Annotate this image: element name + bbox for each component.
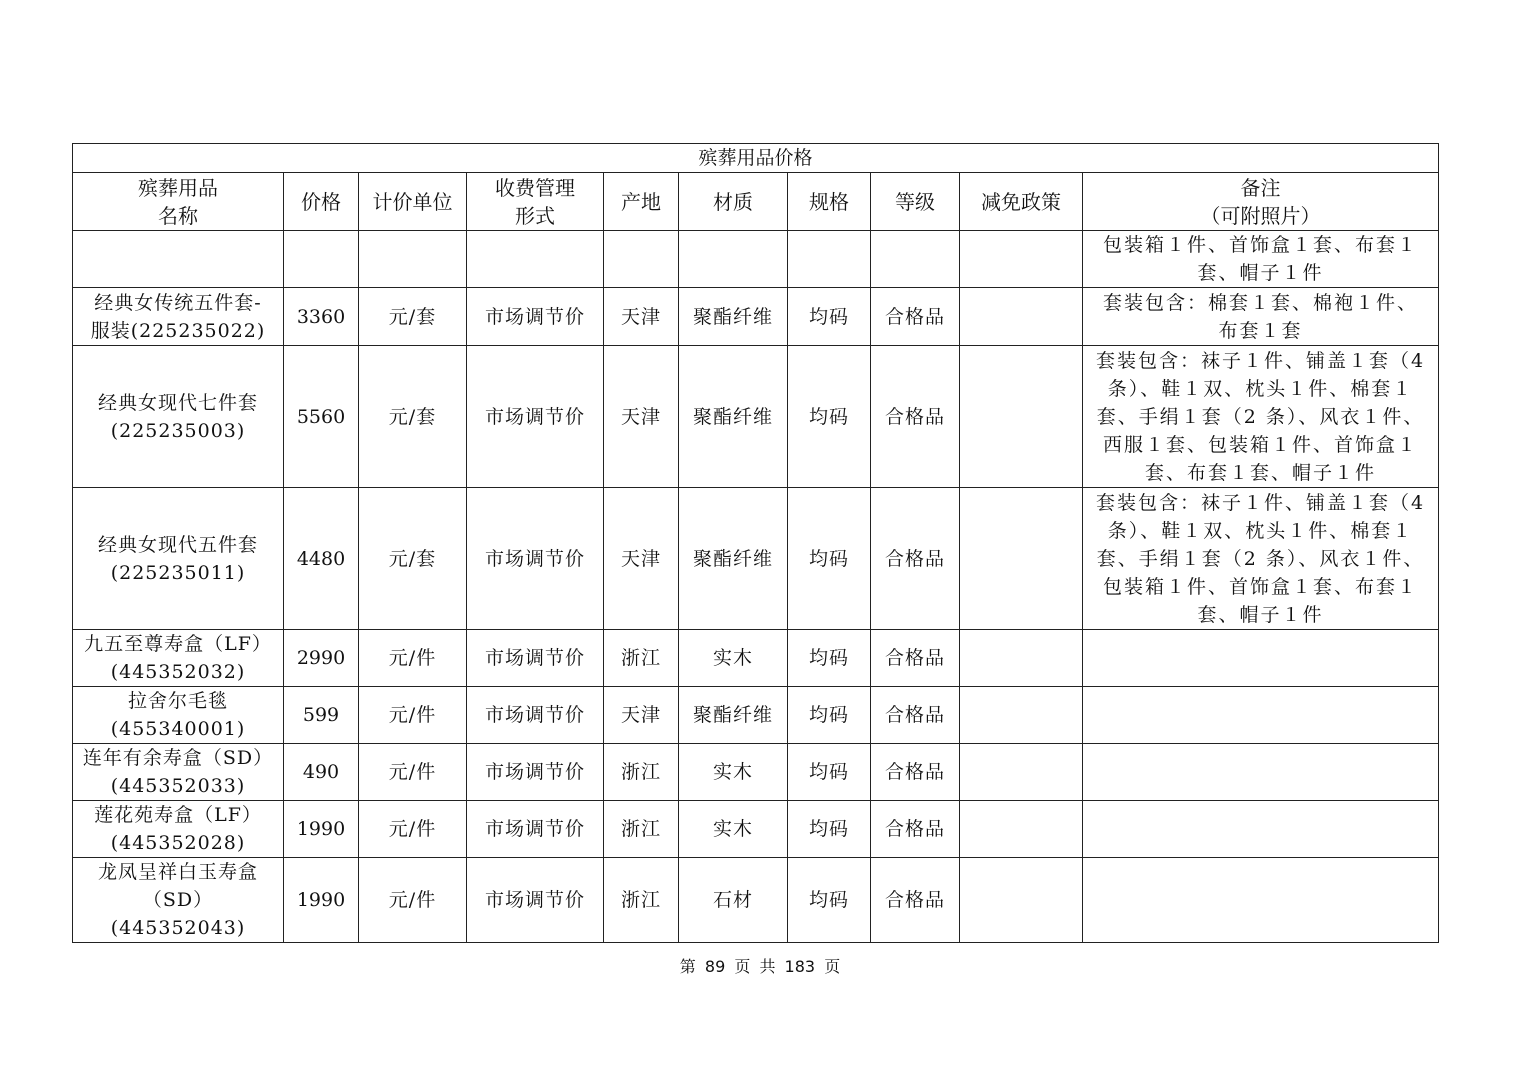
cell-spec (788, 231, 871, 288)
cell-material: 实木 (679, 744, 788, 801)
cell-form: 市场调节价 (467, 687, 604, 744)
cell-form: 市场调节价 (467, 858, 604, 943)
footer-page-number: 89 (704, 957, 726, 976)
cell-notes (1083, 801, 1439, 858)
table-row (73, 858, 1439, 943)
cell-price: 599 (284, 687, 359, 744)
table-row (73, 744, 1439, 801)
header-spec: 规格 (788, 173, 871, 231)
cell-price: 4480 (284, 488, 359, 630)
cell-form: 市场调节价 (467, 288, 604, 346)
cell-grade: 合格品 (871, 288, 960, 346)
cell-name: 龙凤呈祥白玉寿盒 （SD）(445352043) (73, 858, 284, 943)
table-caption-row (73, 144, 1439, 173)
funeral-supplies-price-table (72, 143, 1439, 943)
cell-notes: 套装包含：棉套１套、棉袍１件、 布套１套 (1083, 288, 1439, 346)
cell-name: 连年有余寿盒（SD） (445352033) (73, 744, 284, 801)
cell-spec: 均码 (788, 630, 871, 687)
header-price: 价格 (284, 173, 359, 231)
cell-grade: 合格品 (871, 801, 960, 858)
cell-form: 市场调节价 (467, 488, 604, 630)
cell-material: 实木 (679, 801, 788, 858)
cell-price: 2990 (284, 630, 359, 687)
cell-price: 490 (284, 744, 359, 801)
cell-price: 3360 (284, 288, 359, 346)
cell-unit: 元/套 (359, 488, 467, 630)
cell-origin: 天津 (604, 346, 679, 488)
cell-grade: 合格品 (871, 346, 960, 488)
cell-spec: 均码 (788, 801, 871, 858)
header-grade: 等级 (871, 173, 960, 231)
cell-name (73, 231, 284, 288)
header-form: 收费管理 形式 (467, 173, 604, 231)
cell-material (679, 231, 788, 288)
table-row (73, 801, 1439, 858)
cell-notes: 套装包含：袜子１件、铺盖１套（4 条）、鞋１双、枕头１件、棉套１ 套、手绢１套（2 条）、风衣１件、 西服１套、包装箱１件、首饰盒１ 套、布套１套、帽子１件 (1083, 346, 1439, 488)
table-row (73, 488, 1439, 630)
cell-policy (960, 346, 1083, 488)
table-row (73, 231, 1439, 288)
cell-origin (604, 231, 679, 288)
cell-name: 莲花苑寿盒（LF） (445352028) (73, 801, 284, 858)
cell-name: 经典女传统五件套- 服装(225235022) (73, 288, 284, 346)
footer-total-pages: 183 (784, 957, 816, 976)
cell-name: 拉舍尔毛毯 (455340001) (73, 687, 284, 744)
cell-policy (960, 687, 1083, 744)
header-notes: 备注 （可附照片） (1083, 173, 1439, 231)
cell-price (284, 231, 359, 288)
header-material: 材质 (679, 173, 788, 231)
cell-origin: 浙江 (604, 630, 679, 687)
cell-grade: 合格品 (871, 630, 960, 687)
cell-spec: 均码 (788, 288, 871, 346)
header-origin: 产地 (604, 173, 679, 231)
cell-origin: 天津 (604, 488, 679, 630)
cell-policy (960, 744, 1083, 801)
cell-form: 市场调节价 (467, 744, 604, 801)
cell-policy (960, 288, 1083, 346)
cell-name: 经典女现代五件套 (225235011) (73, 488, 284, 630)
cell-material: 聚酯纤维 (679, 288, 788, 346)
cell-spec: 均码 (788, 858, 871, 943)
cell-unit: 元/件 (359, 744, 467, 801)
cell-policy (960, 630, 1083, 687)
cell-unit (359, 231, 467, 288)
cell-price: 5560 (284, 346, 359, 488)
cell-grade (871, 231, 960, 288)
cell-origin: 浙江 (604, 801, 679, 858)
cell-spec: 均码 (788, 687, 871, 744)
cell-origin: 天津 (604, 687, 679, 744)
cell-material: 石材 (679, 858, 788, 943)
cell-notes (1083, 744, 1439, 801)
cell-name: 经典女现代七件套 (225235003) (73, 346, 284, 488)
cell-material: 聚酯纤维 (679, 346, 788, 488)
cell-unit: 元/件 (359, 801, 467, 858)
cell-unit: 元/件 (359, 858, 467, 943)
cell-material: 实木 (679, 630, 788, 687)
cell-grade: 合格品 (871, 858, 960, 943)
cell-notes (1083, 858, 1439, 943)
footer-suffix: 页 (824, 957, 841, 976)
page-footer (0, 954, 1520, 977)
cell-origin: 浙江 (604, 744, 679, 801)
cell-form (467, 231, 604, 288)
cell-form: 市场调节价 (467, 630, 604, 687)
table-header-row (73, 173, 1439, 231)
cell-form: 市场调节价 (467, 801, 604, 858)
cell-unit: 元/件 (359, 687, 467, 744)
table-row (73, 288, 1439, 346)
cell-price: 1990 (284, 801, 359, 858)
cell-notes (1083, 630, 1439, 687)
cell-policy (960, 801, 1083, 858)
cell-material: 聚酯纤维 (679, 488, 788, 630)
header-policy: 减免政策 (960, 173, 1083, 231)
cell-form: 市场调节价 (467, 346, 604, 488)
cell-notes (1083, 687, 1439, 744)
table-row (73, 630, 1439, 687)
cell-spec: 均码 (788, 744, 871, 801)
header-name: 殡葬用品 名称 (73, 173, 284, 231)
cell-unit: 元/件 (359, 630, 467, 687)
cell-unit: 元/套 (359, 346, 467, 488)
cell-name: 九五至尊寿盒（LF） (445352032) (73, 630, 284, 687)
cell-notes: 包装箱１件、首饰盒１套、布套１ 套、帽子１件 (1083, 231, 1439, 288)
table-row (73, 346, 1439, 488)
cell-origin: 浙江 (604, 858, 679, 943)
cell-policy (960, 858, 1083, 943)
footer-middle: 页 共 (734, 957, 776, 976)
cell-price: 1990 (284, 858, 359, 943)
cell-grade: 合格品 (871, 687, 960, 744)
cell-material: 聚酯纤维 (679, 687, 788, 744)
table-title: 殡葬用品价格 (73, 144, 1439, 173)
header-unit: 计价单位 (359, 173, 467, 231)
cell-policy (960, 231, 1083, 288)
cell-notes: 套装包含：袜子１件、铺盖１套（4 条）、鞋１双、枕头１件、棉套１ 套、手绢１套（2 条）、风衣１件、 包装箱１件、首饰盒１套、布套１ 套、帽子１件 (1083, 488, 1439, 630)
cell-grade: 合格品 (871, 744, 960, 801)
cell-unit: 元/套 (359, 288, 467, 346)
cell-spec: 均码 (788, 346, 871, 488)
cell-policy (960, 488, 1083, 630)
cell-grade: 合格品 (871, 488, 960, 630)
table-row (73, 687, 1439, 744)
cell-origin: 天津 (604, 288, 679, 346)
cell-spec: 均码 (788, 488, 871, 630)
footer-prefix: 第 (679, 957, 696, 976)
